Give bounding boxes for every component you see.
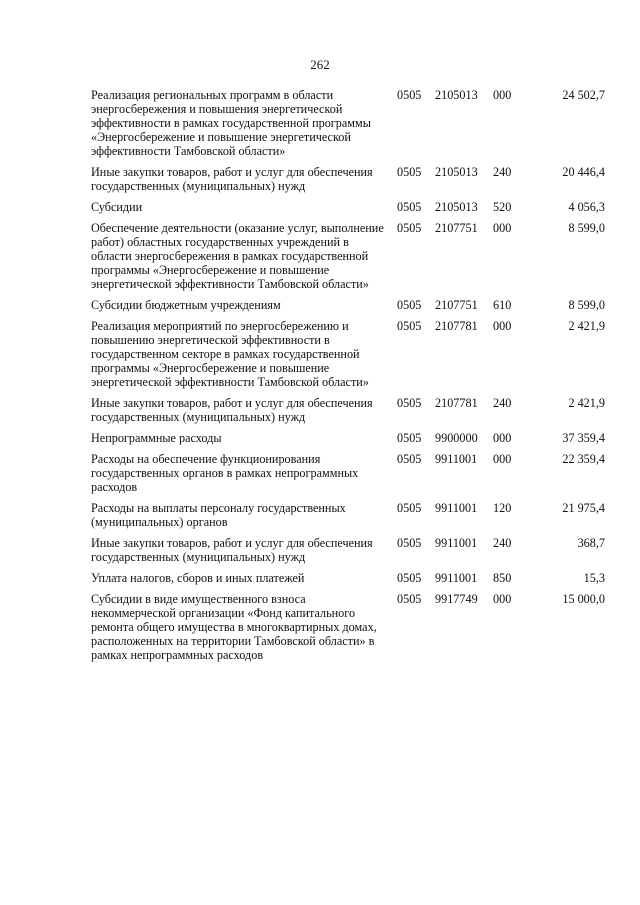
row-name-cell: Иные закупки товаров, работ и услуг для обеспечения государственных (муниципальных) нужд <box>91 165 373 193</box>
row-amount-cell: 15 000,0 <box>562 592 605 606</box>
row-section-code-cell: 0505 <box>397 592 422 606</box>
row-section-code-cell: 0505 <box>397 396 422 410</box>
row-name-cell: Иные закупки товаров, работ и услуг для обеспечения государственных (муниципальных) нужд <box>91 536 373 564</box>
table-row <box>91 88 605 165</box>
row-name-cell: Непрограммные расходы <box>91 431 222 445</box>
row-amount-cell: 20 446,4 <box>562 165 605 179</box>
row-target-article-cell: 9911001 <box>435 452 478 466</box>
row-amount-cell: 2 421,9 <box>568 319 605 333</box>
row-amount-cell: 21 975,4 <box>562 501 605 515</box>
table-row <box>91 221 605 298</box>
row-section-code-cell: 0505 <box>397 165 422 179</box>
row-section-code-cell: 0505 <box>397 88 422 102</box>
row-name-cell: Обеспечение деятельности (оказание услуг, выполнение работ) областных государственных учреждений в области энергосбережения в рамках государственной программы «Энергосбережение и повышение энергетической эффективности Тамбовской области» <box>91 221 384 291</box>
row-section-code-cell: 0505 <box>397 452 422 466</box>
table-row <box>91 431 605 452</box>
row-target-article-cell: 9917749 <box>435 592 478 606</box>
row-amount-cell: 2 421,9 <box>568 396 605 410</box>
row-name-cell: Расходы на обеспечение функционирования государственных органов в рамках непрограммных расходов <box>91 452 359 494</box>
row-amount-cell: 8 599,0 <box>568 298 605 312</box>
row-expense-type-cell: 000 <box>493 319 512 333</box>
table-row <box>91 298 605 319</box>
row-target-article-cell: 2107751 <box>435 298 478 312</box>
row-target-article-cell: 9911001 <box>435 536 478 550</box>
row-name-cell: Субсидии <box>91 200 143 214</box>
row-name-cell: Уплата налогов, сборов и иных платежей <box>91 571 305 585</box>
row-section-code-cell: 0505 <box>397 319 422 333</box>
row-name-cell: Иные закупки товаров, работ и услуг для обеспечения государственных (муниципальных) нужд <box>91 396 373 424</box>
budget-table-body <box>91 88 605 669</box>
row-section-code-cell: 0505 <box>397 200 422 214</box>
table-row <box>91 396 605 431</box>
row-amount-cell: 37 359,4 <box>562 431 605 445</box>
row-section-code-cell: 0505 <box>397 536 422 550</box>
row-section-code-cell: 0505 <box>397 221 422 235</box>
row-target-article-cell: 9911001 <box>435 501 478 515</box>
row-section-code-cell: 0505 <box>397 571 422 585</box>
table-row <box>91 200 605 221</box>
budget-table <box>91 88 605 669</box>
row-target-article-cell: 2107751 <box>435 221 478 235</box>
row-amount-cell: 8 599,0 <box>568 221 605 235</box>
row-target-article-cell: 2105013 <box>435 200 478 214</box>
row-name-cell: Реализация мероприятий по энергосбережению и повышению энергетической эффективности в государственном секторе в рамках государственной программы «Энергосбережение и повышение энергетической эффективности Тамбовской области» <box>91 319 369 389</box>
row-expense-type-cell: 000 <box>493 452 512 466</box>
row-expense-type-cell: 000 <box>493 221 512 235</box>
table-row <box>91 536 605 571</box>
row-expense-type-cell: 000 <box>493 592 512 606</box>
row-amount-cell: 15,3 <box>583 571 605 585</box>
row-amount-cell: 24 502,7 <box>562 88 605 102</box>
row-section-code-cell: 0505 <box>397 298 422 312</box>
table-row <box>91 165 605 200</box>
row-amount-cell: 22 359,4 <box>562 452 605 466</box>
row-expense-type-cell: 520 <box>493 200 512 214</box>
row-target-article-cell: 2105013 <box>435 165 478 179</box>
row-name-cell: Субсидии бюджетным учреждениям <box>91 298 281 312</box>
row-target-article-cell: 9911001 <box>435 571 478 585</box>
row-expense-type-cell: 850 <box>493 571 512 585</box>
table-row <box>91 319 605 396</box>
row-target-article-cell: 2105013 <box>435 88 478 102</box>
row-target-article-cell: 2107781 <box>435 319 478 333</box>
row-amount-cell: 4 056,3 <box>568 200 605 214</box>
row-expense-type-cell: 120 <box>493 501 512 515</box>
table-row <box>91 452 605 501</box>
page-number: 262 <box>310 57 330 72</box>
row-section-code-cell: 0505 <box>397 431 422 445</box>
table-row <box>91 592 605 669</box>
row-target-article-cell: 2107781 <box>435 396 478 410</box>
row-name-cell: Расходы на выплаты персоналу государственных (муниципальных) органов <box>91 501 346 529</box>
row-amount-cell: 368,7 <box>577 536 605 550</box>
row-expense-type-cell: 000 <box>493 431 512 445</box>
row-expense-type-cell: 000 <box>493 88 512 102</box>
row-expense-type-cell: 240 <box>493 396 512 410</box>
row-section-code-cell: 0505 <box>397 501 422 515</box>
table-row <box>91 501 605 536</box>
row-name-cell: Субсидии в виде имущественного взноса некоммерческой организации «Фонд капитального ремонта общего имущества в многоквартирных домах, расположенных на территории Тамбовской области» в рамках непрограммных расходов <box>91 592 377 662</box>
row-name-cell: Реализация региональных программ в области энергосбережения и повышения энергетической эффективности в рамках государственной программы «Энергосбережение и повышение энергетической эффективности Тамбовской области» <box>91 88 371 158</box>
row-expense-type-cell: 240 <box>493 165 512 179</box>
table-row <box>91 571 605 592</box>
row-expense-type-cell: 610 <box>493 298 512 312</box>
row-expense-type-cell: 240 <box>493 536 512 550</box>
row-target-article-cell: 9900000 <box>435 431 478 445</box>
